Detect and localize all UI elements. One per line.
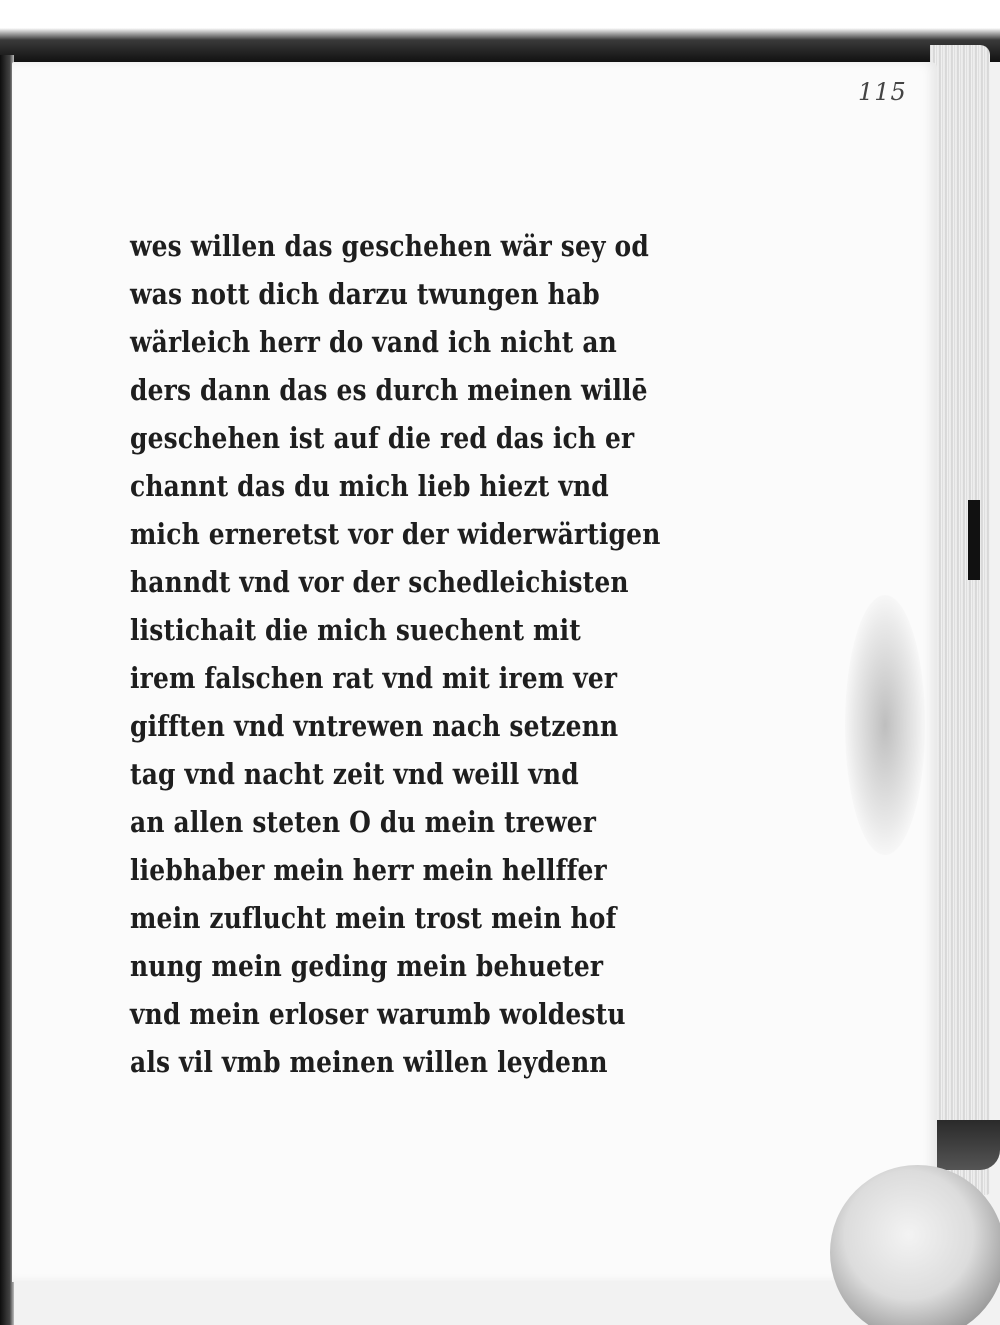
page-tab-mark: [968, 500, 980, 580]
text-line: was nott dich darzu twungen hab: [130, 277, 600, 311]
thumb-holding-page: [830, 1165, 1000, 1325]
text-line: liebhaber mein herr mein hellffer: [130, 853, 607, 887]
text-line: vnd mein erloser warumb woldestu: [130, 997, 626, 1031]
page-stain: [845, 595, 925, 855]
text-line: listichait die mich suechent mit: [130, 613, 581, 647]
text-line: mich erneretst vor der widerwärtigen: [130, 517, 661, 551]
text-line: mein zuflucht mein trost mein hof: [130, 901, 617, 935]
manuscript-text: [130, 222, 730, 1086]
text-line: an allen steten O du mein trewer: [130, 805, 597, 839]
binding-top-edge: [0, 0, 1000, 62]
text-line: ders dann das es durch meinen willē: [130, 373, 648, 407]
text-line: nung mein geding mein behueter: [130, 949, 604, 983]
text-line: irem falschen rat vnd mit irem ver: [130, 661, 618, 695]
folio-number: 115: [858, 78, 907, 106]
text-line: wes willen das geschehen wär sey od: [130, 229, 649, 263]
text-line: geschehen ist auf die red das ich er: [130, 421, 635, 455]
text-line: tag vnd nacht zeit vnd weill vnd: [130, 757, 579, 791]
text-line: gifften vnd vntrewen nach setzenn: [130, 709, 619, 743]
text-line: wärleich herr do vand ich nicht an: [130, 325, 617, 359]
text-line: als vil vmb meinen willen leydenn: [130, 1045, 608, 1079]
text-line: channt das du mich lieb hiezt vnd: [130, 469, 609, 503]
text-line: hanndt vnd vor der schedleichisten: [130, 565, 629, 599]
page-stack-edge: [930, 45, 990, 1195]
